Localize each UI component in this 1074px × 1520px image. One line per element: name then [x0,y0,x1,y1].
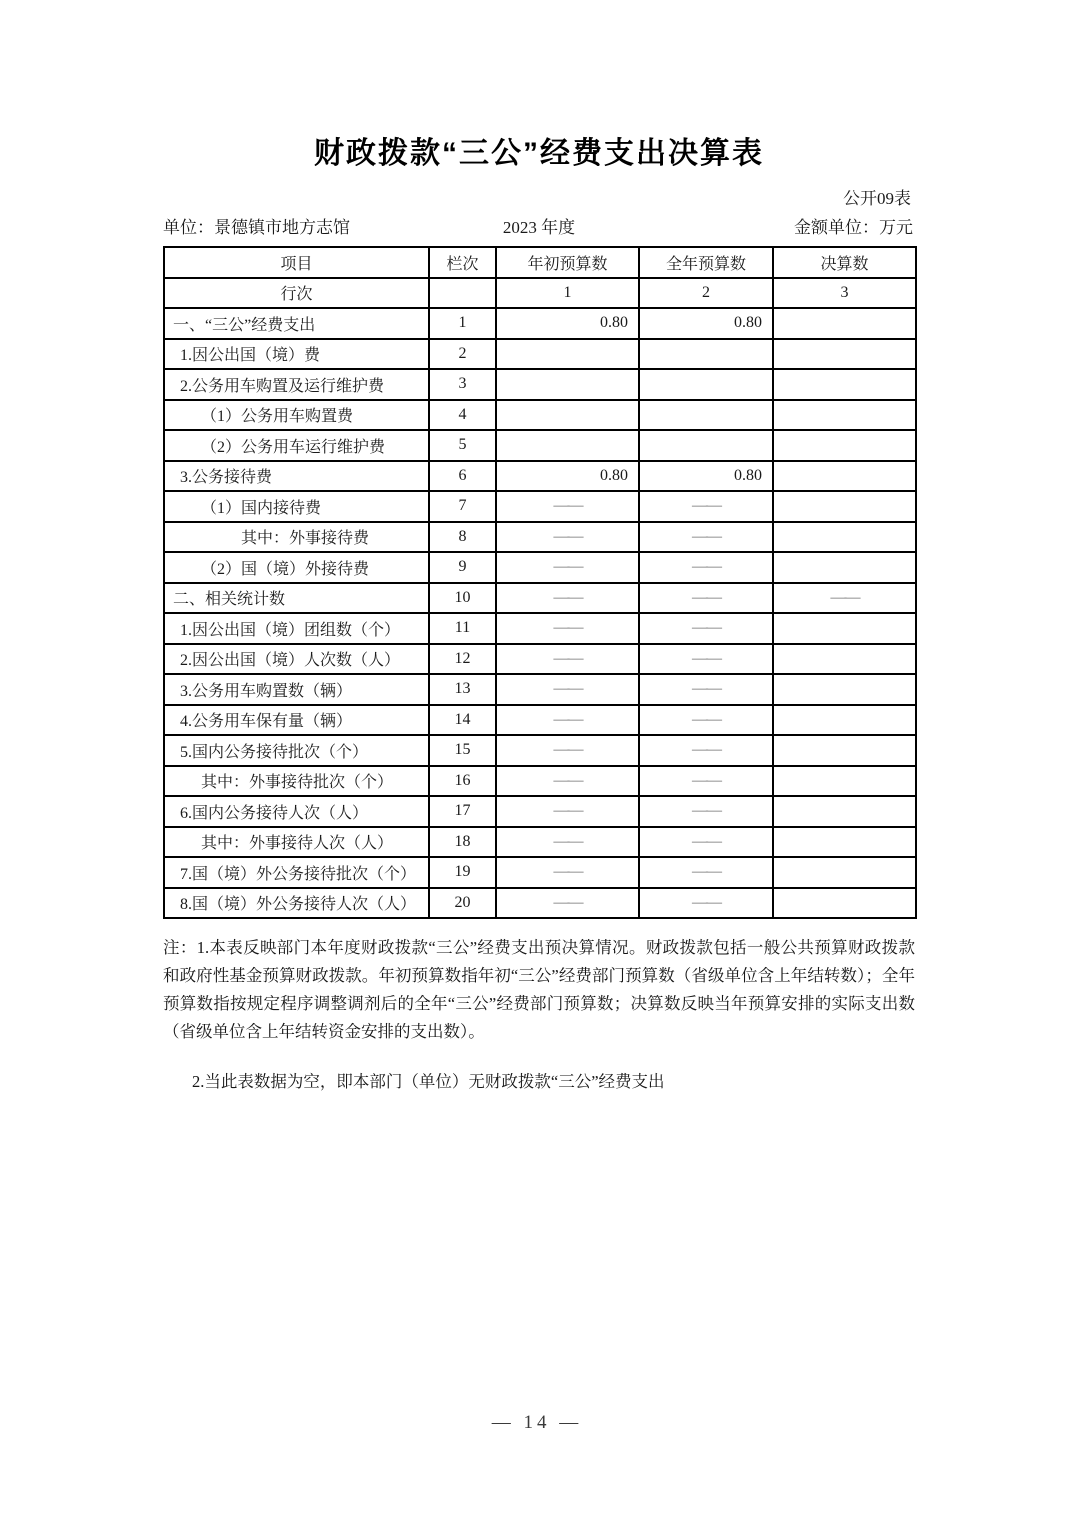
table-row [164,339,916,370]
full-year-budget-value: —— [639,827,773,858]
row-item-label: 5.国内公务接待批次（个） [164,735,429,766]
full-year-budget-value: —— [639,888,773,919]
full-year-budget-value [639,369,773,400]
row-line-number: 14 [429,705,496,736]
column-header-initial-budget: 年初预算数 [496,247,639,278]
table-row [164,613,916,644]
row-line-number: 13 [429,674,496,705]
initial-budget-value: —— [496,705,639,736]
table-row [164,522,916,553]
initial-budget-value: —— [496,674,639,705]
initial-budget-value: —— [496,735,639,766]
row-item-label: 二、相关统计数 [164,583,429,614]
table-row [164,461,916,492]
row-item-label: （2）国（境）外接待费 [164,552,429,583]
row-line-number: 20 [429,888,496,919]
initial-budget-value: —— [496,888,639,919]
final-accounts-value [773,827,916,858]
unit-label: 单位：景德镇市地方志馆 [163,218,350,237]
row-line-number: 7 [429,491,496,522]
three-public-expenditure-table [163,246,917,919]
amount-unit-label: 金额单位：万元 [794,218,913,237]
row-line-number: 8 [429,522,496,553]
table-row [164,735,916,766]
full-year-budget-value: —— [639,522,773,553]
table-header-row [164,247,916,278]
row-item-label: 7.国（境）外公务接待批次（个） [164,857,429,888]
table-row [164,827,916,858]
final-accounts-value [773,461,916,492]
table-row [164,674,916,705]
table-row [164,644,916,675]
row-item-label: 其中：外事接待费 [164,522,429,553]
full-year-budget-value: —— [639,735,773,766]
full-year-budget-value [639,339,773,370]
table-code-label: 公开09表 [843,189,911,208]
column-number-3: 3 [773,278,916,309]
row-line-number: 10 [429,583,496,614]
column-number-2: 2 [639,278,773,309]
full-year-budget-value: 0.80 [639,308,773,339]
row-line-number: 5 [429,430,496,461]
initial-budget-value: —— [496,827,639,858]
column-header-item: 项目 [164,247,429,278]
initial-budget-value: 0.80 [496,461,639,492]
table-row [164,705,916,736]
column-number-1: 1 [496,278,639,309]
final-accounts-value: —— [773,583,916,614]
column-header-index: 栏次 [429,247,496,278]
row-line-number: 15 [429,735,496,766]
column-header-full-year-budget: 全年预算数 [639,247,773,278]
final-accounts-value [773,857,916,888]
full-year-budget-value: —— [639,796,773,827]
final-accounts-value [773,766,916,797]
row-number-label: 行次 [164,278,429,309]
full-year-budget-value: —— [639,552,773,583]
final-accounts-value [773,552,916,583]
row-line-number: 18 [429,827,496,858]
table-row [164,308,916,339]
row-item-label: （1）公务用车购置费 [164,400,429,431]
final-accounts-value [773,613,916,644]
table-row [164,491,916,522]
row-line-number: 19 [429,857,496,888]
final-accounts-value [773,308,916,339]
table-row [164,552,916,583]
note-2: 2.当此表数据为空，即本部门（单位）无财政拨款“三公”经费支出 [192,1072,665,1091]
initial-budget-value: —— [496,491,639,522]
row-item-label: 3.公务用车购置数（辆） [164,674,429,705]
full-year-budget-value: —— [639,491,773,522]
row-item-label: 2.因公出国（境）人次数（人） [164,644,429,675]
full-year-budget-value: —— [639,613,773,644]
initial-budget-value: —— [496,857,639,888]
row-item-label: 4.公务用车保有量（辆） [164,705,429,736]
row-line-number: 17 [429,796,496,827]
table-row [164,857,916,888]
row-item-label: （2）公务用车运行维护费 [164,430,429,461]
row-item-label: 1.因公出国（境）团组数（个） [164,613,429,644]
initial-budget-value [496,400,639,431]
row-item-label: 其中：外事接待批次（个） [164,766,429,797]
final-accounts-value [773,430,916,461]
row-line-number: 6 [429,461,496,492]
table-row [164,430,916,461]
full-year-budget-value: —— [639,644,773,675]
row-item-label: 6.国内公务接待人次（人） [164,796,429,827]
year-label: 2023 年度 [502,218,576,237]
column-header-final-accounts: 决算数 [773,247,916,278]
table-row [164,369,916,400]
page-number: — 14 — [491,1412,583,1433]
row-item-label: 3.公务接待费 [164,461,429,492]
final-accounts-value [773,491,916,522]
empty-cell [429,278,496,309]
final-accounts-value [773,735,916,766]
document-content [163,0,915,1096]
row-item-label: 2.公务用车购置及运行维护费 [164,369,429,400]
initial-budget-value: —— [496,796,639,827]
table-row [164,583,916,614]
table-row [164,400,916,431]
row-item-label: （1）国内接待费 [164,491,429,522]
initial-budget-value [496,339,639,370]
full-year-budget-value: —— [639,766,773,797]
final-accounts-value [773,888,916,919]
initial-budget-value: —— [496,583,639,614]
initial-budget-value: 0.80 [496,308,639,339]
final-accounts-value [773,339,916,370]
final-accounts-value [773,705,916,736]
table-row [164,796,916,827]
row-line-number: 2 [429,339,496,370]
row-line-number: 9 [429,552,496,583]
initial-budget-value: —— [496,522,639,553]
final-accounts-value [773,522,916,553]
row-line-number: 3 [429,369,496,400]
row-line-number: 16 [429,766,496,797]
row-item-label: 一、“三公”经费支出 [164,308,429,339]
row-line-number: 1 [429,308,496,339]
row-item-label: 其中：外事接待人次（人） [164,827,429,858]
initial-budget-value: —— [496,644,639,675]
full-year-budget-value: —— [639,857,773,888]
initial-budget-value [496,430,639,461]
full-year-budget-value [639,400,773,431]
initial-budget-value [496,369,639,400]
table-line-number-row [164,278,916,309]
final-accounts-value [773,796,916,827]
full-year-budget-value: —— [639,674,773,705]
table-row [164,888,916,919]
note-1: 注：1.本表反映部门本年度财政拨款“三公”经费支出预决算情况。财政拨款包括一般公共预算财政拨款和政府性基金预算财政拨款。年初预算数指年初“三公”经费部门预算数（省级单位含上年结转数）；全年预算数指按规定程序调整调剂后的全年“三公”经费部门预算数；决算数反映当年预算安排的实际支出数（省级单位含上年结转资金安排的支出数）。 [163,938,915,1041]
initial-budget-value: —— [496,552,639,583]
row-item-label: 8.国（境）外公务接待人次（人） [164,888,429,919]
final-accounts-value [773,674,916,705]
meta-row [163,217,915,246]
row-line-number: 11 [429,613,496,644]
full-year-budget-value: —— [639,583,773,614]
final-accounts-value [773,369,916,400]
table-row [164,766,916,797]
row-item-label: 1.因公出国（境）费 [164,339,429,370]
full-year-budget-value [639,430,773,461]
initial-budget-value: —— [496,613,639,644]
row-line-number: 12 [429,644,496,675]
final-accounts-value [773,644,916,675]
row-line-number: 4 [429,400,496,431]
initial-budget-value: —— [496,766,639,797]
full-year-budget-value: 0.80 [639,461,773,492]
page-title: 财政拨款“三公”经费支出决算表 [314,137,764,170]
full-year-budget-value: —— [639,705,773,736]
final-accounts-value [773,400,916,431]
